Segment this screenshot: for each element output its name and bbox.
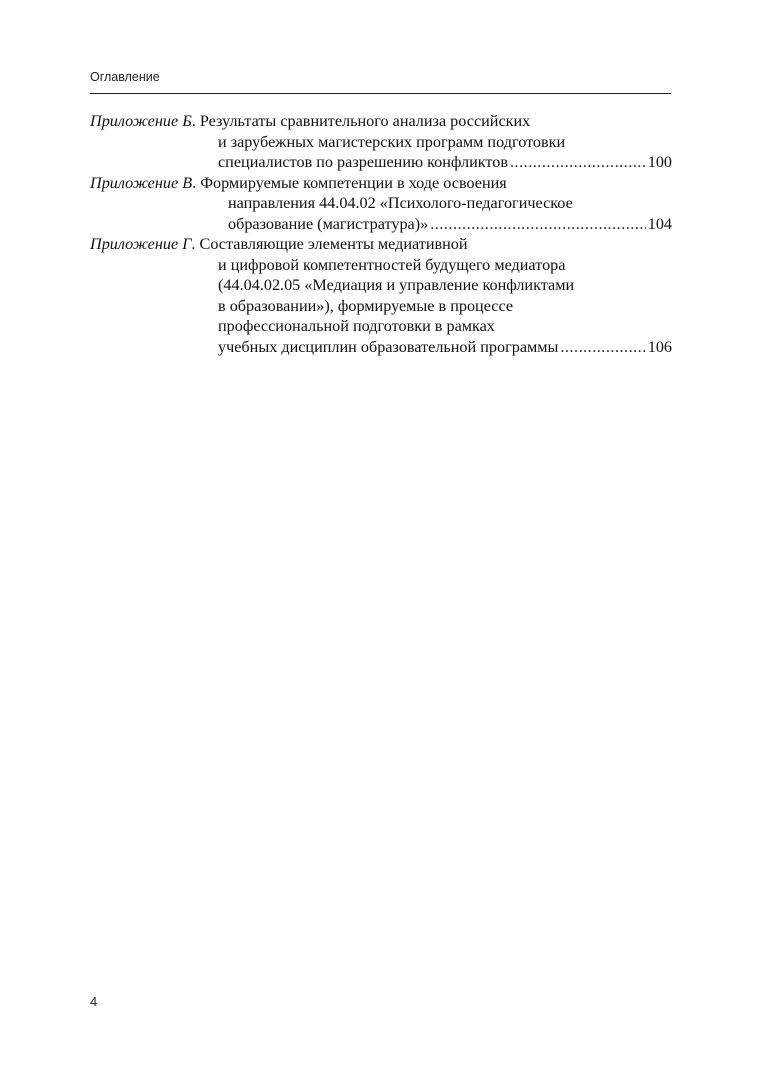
toc-entry-line: профессиональной подготовки в рамках	[218, 317, 495, 335]
toc-entry-last-line	[90, 337, 672, 358]
toc-entry-appendix-v[interactable]	[90, 173, 672, 235]
toc-entry-line: и цифровой компетентностей будущего медиатора	[218, 255, 566, 274]
page-ref: 106	[647, 337, 672, 356]
page-number: 4	[90, 994, 98, 1009]
appendix-label: Приложение Г	[90, 235, 192, 253]
appendix-title-start: . Результаты сравнительного анализа российских	[191, 112, 531, 130]
table-of-contents	[90, 111, 672, 357]
page-ref: 104	[647, 214, 672, 233]
toc-entry-first-line	[90, 234, 672, 255]
toc-entry-line: учебных дисциплин образовательной программы	[218, 337, 559, 356]
dot-leader	[430, 214, 646, 235]
toc-entry-appendix-g[interactable]	[90, 234, 672, 357]
toc-entry-line: в образовании»), формируемые в процессе	[218, 296, 514, 315]
dot-leader	[510, 152, 646, 173]
toc-entry-first-line	[90, 173, 672, 194]
toc-entry-first-line	[90, 111, 672, 132]
running-header: Оглавление	[90, 70, 160, 84]
toc-entry-line: и зарубежных магистерских программ подготовки	[218, 132, 566, 151]
toc-entry-last-line	[90, 214, 672, 235]
toc-entry-line: специалистов по разрешению конфликтов	[218, 153, 508, 171]
appendix-title-start: . Составляющие элементы медиативной	[191, 235, 468, 253]
page-ref: 100	[647, 153, 672, 171]
toc-entry-line: направления 44.04.02 «Психолого-педагогическое	[228, 194, 573, 212]
appendix-title-start: . Формируемые компетенции в ходе освоения	[192, 173, 507, 192]
toc-entry-last-line	[90, 152, 672, 173]
toc-entry-appendix-b[interactable]	[90, 111, 672, 173]
appendix-label: Приложение Б	[90, 112, 192, 130]
dot-leader	[560, 337, 645, 358]
toc-entry-line: образование (магистратура)»	[228, 214, 429, 233]
header-divider	[90, 93, 671, 94]
appendix-label: Приложение В	[90, 173, 193, 192]
toc-entry-line: (44.04.02.05 «Медиация и управление конфликтами	[218, 276, 575, 294]
